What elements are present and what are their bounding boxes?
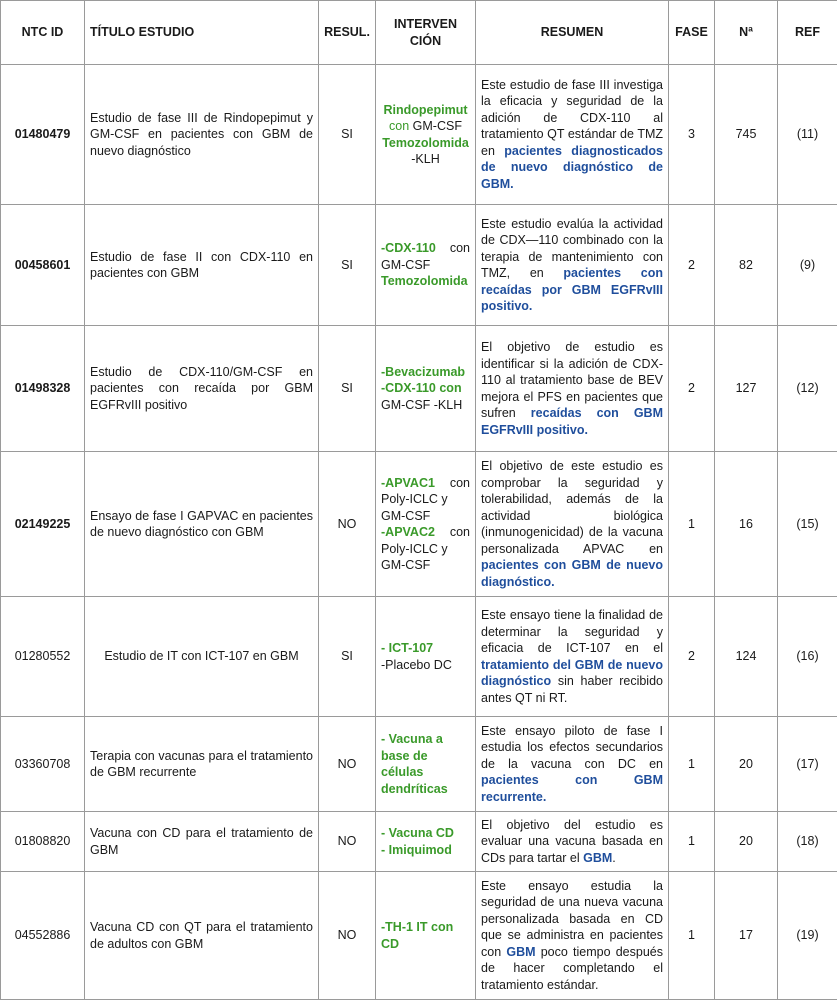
trial-summary: Este ensayo estudia la seguridad de una nueva vacuna personalizada basada en CD que se administra en pacientes con GBM poco tiempo después de hacer completando el tratamiento estándar. bbox=[476, 872, 669, 1000]
trial-summary: Este estudio de fase III investiga la eficacia y seguridad de la adición de CDX-110 al tratamiento QT estándar de TMZ en pacientes diagnosticados de nuevo diagnóstico de GBM. bbox=[476, 65, 669, 205]
trial-phase: 2 bbox=[669, 205, 715, 326]
table-row bbox=[1, 205, 837, 326]
table-row bbox=[1, 452, 837, 597]
trial-n: 124 bbox=[715, 597, 778, 717]
trial-result: SI bbox=[319, 326, 376, 452]
trial-title: Estudio de fase III de Rindopepimut y GM-CSF en pacientes con GBM de nuevo diagnóstico bbox=[85, 65, 319, 205]
trial-title: Estudio de IT con ICT-107 en GBM bbox=[85, 597, 319, 717]
trial-result: NO bbox=[319, 452, 376, 597]
trial-title: Terapia con vacunas para el tratamiento de GBM recurrente bbox=[85, 717, 319, 812]
trial-n: 16 bbox=[715, 452, 778, 597]
trial-summary: El objetivo del estudio es evaluar una vacuna basada en CDs para tartar el GBM. bbox=[476, 812, 669, 872]
table-row bbox=[1, 872, 837, 1000]
trial-title: Estudio de fase II con CDX-110 en pacientes con GBM bbox=[85, 205, 319, 326]
trial-phase: 1 bbox=[669, 812, 715, 872]
trial-intervention: -TH-1 IT con CD bbox=[376, 872, 476, 1000]
trial-phase: 1 bbox=[669, 717, 715, 812]
trial-phase: 1 bbox=[669, 872, 715, 1000]
trial-summary: Este estudio evalúa la actividad de CDX—110 combinado con la terapia de mantenimiento con TMZ, en pacientes con recaídas por GBM EGFRvIII positivo. bbox=[476, 205, 669, 326]
trial-ref: (17) bbox=[778, 717, 837, 812]
trial-ref: (19) bbox=[778, 872, 837, 1000]
trial-id: 04552886 bbox=[1, 872, 85, 1000]
trial-ref: (9) bbox=[778, 205, 837, 326]
header-result: RESUL. bbox=[319, 1, 376, 65]
trial-summary: Este ensayo piloto de fase I estudia los efectos secundarios de la vacuna con DC en pacientes con GBM recurrente. bbox=[476, 717, 669, 812]
header-summary: RESUMEN bbox=[476, 1, 669, 65]
trial-id: 00458601 bbox=[1, 205, 85, 326]
trial-ref: (18) bbox=[778, 812, 837, 872]
trial-intervention: - Vacuna a base de células dendríticas bbox=[376, 717, 476, 812]
trial-id: 01280552 bbox=[1, 597, 85, 717]
trial-n: 745 bbox=[715, 65, 778, 205]
trial-summary: El objetivo de este estudio es comprobar la seguridad y tolerabilidad, además de la actividad biológica (inmunogenicidad) de la vacuna personalizada APVAC en pacientes con GBM de nuevo diagnóstico. bbox=[476, 452, 669, 597]
trial-result: SI bbox=[319, 597, 376, 717]
trial-ref: (16) bbox=[778, 597, 837, 717]
trial-summary: Este ensayo tiene la finalidad de determinar la seguridad y eficacia de ICT-107 en el tratamiento del GBM de nuevo diagnóstico sin haber recibido antes QT ni RT. bbox=[476, 597, 669, 717]
trial-title: Vacuna con CD para el tratamiento de GBM bbox=[85, 812, 319, 872]
trial-summary: El objetivo de estudio es identificar si la adición de CDX-110 al tratamiento base de BEV mejora el PFS en pacientes que sufren recaídas con GBM EGFRvIII positivo. bbox=[476, 326, 669, 452]
header-ref: REF bbox=[778, 1, 837, 65]
trial-id: 01480479 bbox=[1, 65, 85, 205]
trial-title: Vacuna CD con QT para el tratamiento de adultos con GBM bbox=[85, 872, 319, 1000]
trial-result: NO bbox=[319, 812, 376, 872]
table-row bbox=[1, 65, 837, 205]
table-row bbox=[1, 597, 837, 717]
trial-n: 82 bbox=[715, 205, 778, 326]
table-row bbox=[1, 812, 837, 872]
trial-id: 01808820 bbox=[1, 812, 85, 872]
trial-phase: 1 bbox=[669, 452, 715, 597]
trial-intervention: -Bevacizumab -CDX-110 con GM-CSF -KLH bbox=[376, 326, 476, 452]
header-row bbox=[1, 1, 837, 65]
table-row bbox=[1, 326, 837, 452]
trial-n: 17 bbox=[715, 872, 778, 1000]
trial-id: 02149225 bbox=[1, 452, 85, 597]
trial-id: 01498328 bbox=[1, 326, 85, 452]
trial-intervention: -APVAC1 con Poly-ICLC y GM-CSF -APVAC2 con Poly-ICLC y GM-CSF bbox=[376, 452, 476, 597]
trial-ref: (12) bbox=[778, 326, 837, 452]
trial-result: SI bbox=[319, 65, 376, 205]
header-intervention: INTERVEN CIÓN bbox=[376, 1, 476, 65]
trial-intervention: - ICT-107 -Placebo DC bbox=[376, 597, 476, 717]
trial-id: 03360708 bbox=[1, 717, 85, 812]
header-n: Nª bbox=[715, 1, 778, 65]
trial-ref: (11) bbox=[778, 65, 837, 205]
trial-intervention: - Vacuna CD - Imiquimod bbox=[376, 812, 476, 872]
header-id: NTC ID bbox=[1, 1, 85, 65]
trial-result: NO bbox=[319, 717, 376, 812]
trial-ref: (15) bbox=[778, 452, 837, 597]
table-row bbox=[1, 717, 837, 812]
trial-title: Estudio de CDX-110/GM-CSF en pacientes con recaída por GBM EGFRvIII positivo bbox=[85, 326, 319, 452]
header-title: TÍTULO ESTUDIO bbox=[85, 1, 319, 65]
trial-phase: 3 bbox=[669, 65, 715, 205]
trial-n: 20 bbox=[715, 717, 778, 812]
trial-intervention: Rindopepimut con GM-CSF Temozolomida -KLH bbox=[376, 65, 476, 205]
trial-intervention: -CDX-110 con GM-CSF Temozolomida bbox=[376, 205, 476, 326]
trial-n: 20 bbox=[715, 812, 778, 872]
trial-result: NO bbox=[319, 872, 376, 1000]
trial-phase: 2 bbox=[669, 597, 715, 717]
header-phase: FASE bbox=[669, 1, 715, 65]
trial-n: 127 bbox=[715, 326, 778, 452]
trial-title: Ensayo de fase I GAPVAC en pacientes de nuevo diagnóstico con GBM bbox=[85, 452, 319, 597]
trial-phase: 2 bbox=[669, 326, 715, 452]
trial-result: SI bbox=[319, 205, 376, 326]
